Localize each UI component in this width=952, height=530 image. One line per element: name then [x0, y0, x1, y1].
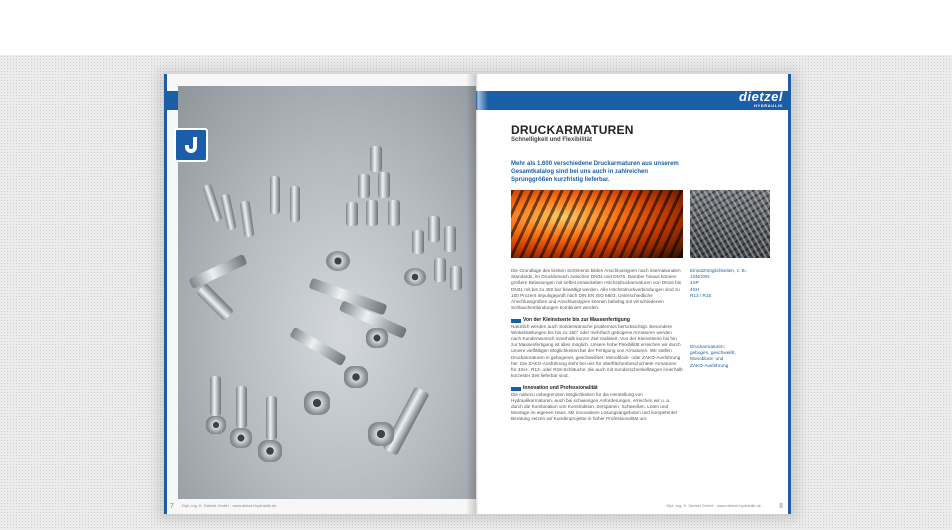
nut-fitting	[304, 391, 330, 415]
fitting-sleeve	[434, 258, 446, 282]
fitting-sleeve	[412, 230, 424, 254]
fitting-sleeve	[388, 200, 400, 226]
nut-fitting	[230, 428, 252, 448]
section-2-title: Innovation und Professionalität	[523, 385, 598, 392]
nut-fitting	[366, 328, 388, 348]
section-1-title: Von der Kleinstserie bis zur Massenfertigung	[523, 317, 630, 324]
fitting-sleeve	[378, 172, 390, 198]
j-letter-icon	[181, 135, 201, 155]
brand-name: dietzel	[739, 89, 783, 104]
photo-fittings-pile	[690, 190, 770, 258]
fitting	[290, 186, 300, 222]
body-intro: Die Grundlage des breiten Sortiments bilden Anschlusstypen nach internationalen Standards, im Druckbereich zwischen DN04 und DN76. Darüber hinaus können größere Belastungen mit selbst entwickelten Höchstdruckarmaturen von DN16 bis DN31 mit bis zu 450 bar bewältigt werden. Alle Höchstdruckverbindungen sind zu 100 Prozent impulsgeprüft nach DIN EN ISO 6803. Unterschiedliche Anschlussgrößen und Anschlusstypen können beliebig mit verschiedenen Schlaucheinbindungen kombiniert werden.	[511, 268, 682, 311]
side-note-1-intro: Einsatzmöglichkeiten, z. B.:	[690, 268, 748, 273]
brand-sub: HYDRAULIK	[754, 103, 783, 108]
product-photo-fittings	[178, 86, 476, 499]
banjo-fitting	[326, 251, 350, 271]
elbow-fitting	[196, 283, 234, 321]
section-marker	[511, 319, 521, 323]
fitting-sleeve	[370, 146, 382, 172]
fitting-sleeve	[366, 200, 378, 226]
side-note-1-item: 1SN/2SN	[690, 274, 710, 280]
right-page-edge	[788, 74, 791, 514]
banjo-fitting	[404, 268, 426, 286]
section-2-text: Die nahezu unbegrenzten Möglichkeiten für die Herstellung von Hydraulikarmaturen, auch bei schwierigen Anforderungen, erreichen wir u. a. durch die Kombination von Konstruktion, Zerspanen, Schweißen, Löten und Montage im eigenen Haus. Mit innovativen Lösungsangeboten und kompetenter Beratung setzen wir Kundenprojekte in hoher Professionalität um.	[511, 391, 678, 422]
fitting-sleeve	[450, 266, 462, 290]
section-marker	[511, 387, 521, 391]
elbow-fitting	[383, 386, 430, 455]
fitting	[240, 200, 255, 237]
photo-hot-fittings	[511, 190, 683, 258]
fitting	[270, 176, 280, 214]
left-page-edge	[164, 74, 167, 514]
fitting	[236, 386, 247, 428]
side-note-2-item: ZAKO-Ausführung	[690, 362, 729, 368]
side-note-1-item: 4SP	[690, 280, 699, 286]
section-1-text: Natürlich werden auch Sonderwünsche problemlos berücksichtigt. Besondere Winkelstellungen bis hin zu 180° oder mehrfach gebogene Armaturen werden nach Kundenwunsch innerhalb kurzer Zeit realisiert. Von der Kleinstserie bis hin zur Massenfertigung ist alles möglich. Unsere hohe Flexibilität erreichen wir durch unsere vielfältigen Möglichkeiten bei der Fertigung von Armaturen. Wir stellen Druckarmaturen in gebogener, geschweißter, Monoblock- oder ZAKO-Ausführung her. Die ZAKO-Ausführung steht bei uns für oberflächenbeschichtete Armaturen für 4SH-, R13- oder R15-Schläuche, die auch mit Sonderschenkellängen innerhalb kürzester Zeit lieferbar sind.	[511, 323, 683, 379]
fitting	[210, 376, 221, 416]
footer-right: Dipl.-Ing. K. Dietzel GmbH · www.dietzel-hydraulik.de	[666, 503, 761, 508]
lead-text: Mehr als 1.600 verschiedene Druckarmaturen aus unserem Gesamtkatalog sind bei uns auch in zahlreichen Sprunggrößen kurzfristig lieferbar.	[511, 161, 679, 183]
nut-fitting	[206, 416, 226, 434]
side-note-2	[690, 344, 770, 369]
side-note-2-item: Monoblock- und	[690, 356, 724, 362]
fitting	[202, 184, 222, 223]
elbow-fitting	[188, 254, 247, 289]
side-note-2-intro: Druckarmaturen:	[690, 344, 725, 349]
body-column	[511, 268, 683, 423]
right-page	[476, 74, 791, 514]
side-note-2-item: gebogen, geschweißt,	[690, 350, 736, 356]
page-subtitle: Schnelligkeit und Flexibilität	[511, 137, 593, 143]
footer-left: Dipl.-Ing. K. Dietzel GmbH · www.dietzel-hydraulik.de	[182, 503, 277, 508]
elbow-fitting	[289, 327, 346, 367]
page-number-left: 7	[170, 503, 174, 510]
fitting-sleeve	[346, 202, 358, 226]
side-note-1-item: R13 / R15	[690, 292, 712, 298]
fitting-sleeve	[444, 226, 456, 252]
fitting	[266, 396, 277, 440]
left-page	[164, 74, 476, 514]
fitting	[220, 193, 236, 230]
nut-fitting	[258, 440, 282, 462]
section-tile	[174, 128, 208, 162]
side-note-1-item: 4SH	[690, 286, 700, 292]
side-note-1	[690, 268, 770, 299]
nut-fitting	[368, 422, 394, 446]
fitting-sleeve	[358, 174, 370, 198]
page-number-right: 8	[779, 503, 783, 510]
brand-logo	[739, 91, 783, 109]
fitting-sleeve	[428, 216, 440, 242]
nut-fitting	[344, 366, 368, 388]
page-title: DRUCKARMATUREN	[511, 123, 634, 137]
